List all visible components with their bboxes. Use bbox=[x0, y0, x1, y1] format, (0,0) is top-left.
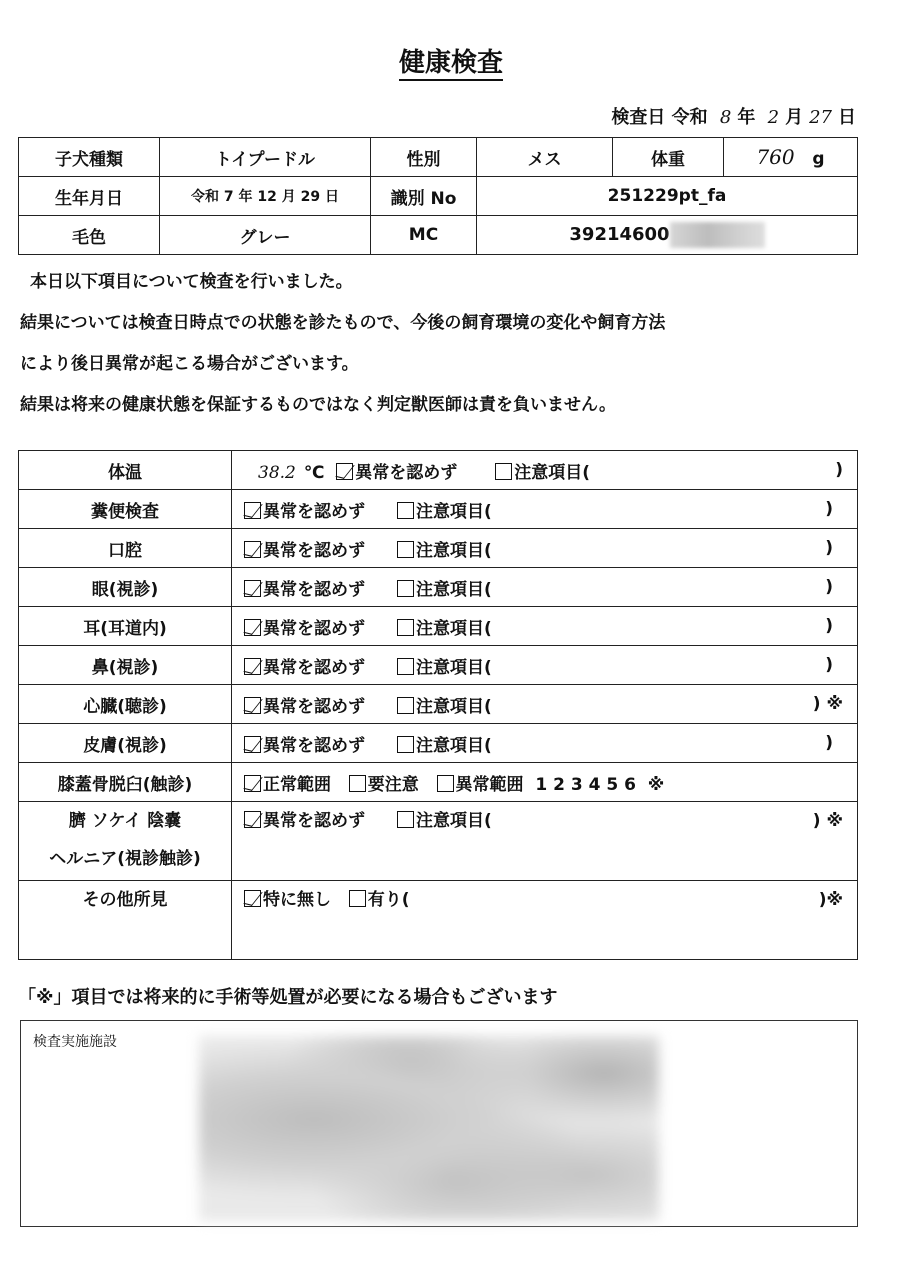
exam-row bbox=[19, 724, 858, 763]
row-label: 耳(耳道内) bbox=[19, 607, 232, 646]
row-label: 皮膚(視診) bbox=[19, 724, 232, 763]
row-label: 眼(視診) bbox=[19, 568, 232, 607]
year-unit: 年 bbox=[737, 107, 756, 128]
checkbox-unchecked[interactable] bbox=[397, 541, 414, 558]
checkbox-unchecked[interactable] bbox=[397, 580, 414, 597]
redacted-blur bbox=[670, 222, 765, 248]
ok-label: 異常を認めず bbox=[355, 462, 458, 483]
exam-date-day: 27 bbox=[809, 107, 832, 128]
temperature-unit: ℃ bbox=[303, 462, 325, 483]
exam-row bbox=[19, 568, 858, 607]
exam-date-era: 令和 bbox=[671, 107, 708, 128]
info-row bbox=[19, 216, 858, 255]
caution-label: 注意項目( bbox=[416, 657, 492, 678]
close-paren: ) bbox=[825, 499, 833, 519]
weight-label: 体重 bbox=[613, 138, 724, 177]
notes bbox=[20, 262, 665, 426]
row-result bbox=[232, 607, 858, 646]
checkbox-checked[interactable] bbox=[244, 580, 261, 597]
exam-date bbox=[611, 103, 856, 129]
row-result bbox=[232, 529, 858, 568]
caution-label: 注意項目( bbox=[416, 696, 492, 717]
caution-label: 要注意 bbox=[367, 774, 419, 795]
row-result bbox=[232, 451, 858, 490]
info-row bbox=[19, 177, 858, 216]
checkbox-checked[interactable] bbox=[244, 658, 261, 675]
facility-label: 検査実施施設 bbox=[33, 1034, 117, 1050]
mc-cell bbox=[477, 216, 858, 255]
checkbox-checked[interactable] bbox=[336, 463, 353, 480]
day-unit: 日 bbox=[838, 107, 856, 128]
caution-label: 注意項目( bbox=[416, 811, 492, 831]
exam-date-year: 8 bbox=[719, 107, 732, 128]
row-result bbox=[232, 646, 858, 685]
exam-row bbox=[19, 607, 858, 646]
present-label: 有り( bbox=[367, 890, 410, 910]
sex-label: 性別 bbox=[371, 138, 477, 177]
row-label: その他所見 bbox=[19, 881, 232, 960]
row-label: 鼻(視診) bbox=[19, 646, 232, 685]
close-paren: ) bbox=[825, 538, 833, 558]
row-label: 膝蓋骨脱臼(触診) bbox=[19, 763, 232, 802]
exam-row bbox=[19, 646, 858, 685]
exam-row bbox=[19, 529, 858, 568]
temperature-value: 38.2 bbox=[258, 462, 296, 483]
color-value: グレー bbox=[160, 216, 371, 255]
weight-cell bbox=[724, 138, 858, 177]
row-result bbox=[232, 881, 858, 960]
abnormal-label: 異常範囲 bbox=[455, 774, 524, 795]
checkbox-unchecked[interactable] bbox=[397, 697, 414, 714]
facility-box bbox=[20, 1020, 858, 1227]
weight-value: 760 bbox=[756, 145, 795, 169]
ok-label: 異常を認めず bbox=[263, 811, 365, 831]
close-paren: ) bbox=[825, 733, 833, 753]
close-paren: ) bbox=[835, 460, 843, 480]
checkbox-unchecked[interactable] bbox=[397, 619, 414, 636]
id-label: 識別 No bbox=[371, 177, 477, 216]
checkbox-unchecked[interactable] bbox=[397, 658, 414, 675]
row-label: 口腔 bbox=[19, 529, 232, 568]
note-line: 結果については検査日時点での状態を診たもので、今後の飼育環境の変化や飼育方法 bbox=[20, 313, 666, 333]
surgery-mark: ※ bbox=[826, 890, 843, 910]
checkbox-checked[interactable] bbox=[244, 736, 261, 753]
checkbox-unchecked[interactable] bbox=[437, 775, 454, 792]
caution-label: 注意項目( bbox=[416, 618, 492, 639]
row-label: 糞便検査 bbox=[19, 490, 232, 529]
dob-value: 令和 7 年 12 月 29 日 bbox=[160, 177, 371, 216]
dob-label: 生年月日 bbox=[19, 177, 160, 216]
caution-label: 注意項目( bbox=[416, 579, 492, 600]
checkbox-checked[interactable] bbox=[244, 541, 261, 558]
document-title bbox=[0, 42, 902, 79]
none-label: 特に無し bbox=[263, 890, 331, 910]
row-result bbox=[232, 685, 858, 724]
grade-options: 1 2 3 4 5 6 bbox=[535, 774, 636, 795]
caution-label: 注意項目( bbox=[416, 501, 492, 522]
checkbox-unchecked[interactable] bbox=[397, 736, 414, 753]
checkbox-unchecked[interactable] bbox=[397, 811, 414, 828]
id-value: 251229pt_fa bbox=[477, 177, 858, 216]
mc-value: 39214600 bbox=[569, 224, 670, 245]
close-paren: ) bbox=[825, 616, 833, 636]
sex-value: メス bbox=[477, 138, 613, 177]
note-line: 本日以下項目について検査を行いました。 bbox=[30, 272, 353, 292]
row-result bbox=[232, 802, 858, 881]
checkbox-unchecked[interactable] bbox=[397, 502, 414, 519]
checkbox-checked[interactable] bbox=[244, 619, 261, 636]
checkbox-checked[interactable] bbox=[244, 890, 261, 907]
title-text: 健康検査 bbox=[399, 48, 503, 81]
color-label: 毛色 bbox=[19, 216, 160, 255]
row-label bbox=[19, 802, 232, 881]
puppy-info-table bbox=[18, 137, 858, 255]
close-paren-mark bbox=[819, 881, 843, 919]
ok-label: 異常を認めず bbox=[263, 540, 365, 561]
exam-row-temperature bbox=[19, 451, 858, 490]
info-row bbox=[19, 138, 858, 177]
checkbox-unchecked[interactable] bbox=[349, 775, 366, 792]
ok-label: 異常を認めず bbox=[263, 579, 365, 600]
exam-table bbox=[18, 450, 858, 960]
ok-label: 異常を認めず bbox=[263, 696, 365, 717]
exam-row-patella bbox=[19, 763, 858, 802]
row-label: 心臓(聴診) bbox=[19, 685, 232, 724]
close-paren: ) bbox=[818, 890, 827, 910]
close-paren-mark bbox=[813, 694, 843, 714]
ok-label: 異常を認めず bbox=[263, 501, 365, 522]
exam-row-other bbox=[19, 881, 858, 960]
note-line: により後日異常が起こる場合がございます。 bbox=[20, 354, 359, 374]
row-result bbox=[232, 763, 858, 802]
exam-date-month: 2 bbox=[767, 107, 780, 128]
close-paren: ) bbox=[812, 811, 821, 831]
mc-label: MC bbox=[371, 216, 477, 255]
weight-unit: g bbox=[812, 149, 825, 169]
redacted-facility-stamp bbox=[199, 1036, 659, 1221]
caution-label: 注意項目( bbox=[514, 462, 590, 483]
breed-label: 子犬種類 bbox=[19, 138, 160, 177]
note-line: 結果は将来の健康状態を保証するものではなく判定獣医師は責を負いません。 bbox=[20, 395, 617, 415]
row-result bbox=[232, 568, 858, 607]
exam-date-label: 検査日 bbox=[611, 107, 666, 128]
label-line: 臍 ソケイ 陰嚢 bbox=[68, 811, 182, 831]
ok-label: 異常を認めず bbox=[263, 618, 365, 639]
close-paren: ) bbox=[825, 655, 833, 675]
ok-label: 異常を認めず bbox=[263, 657, 365, 678]
exam-row bbox=[19, 685, 858, 724]
caution-label: 注意項目( bbox=[416, 735, 492, 756]
row-result bbox=[232, 490, 858, 529]
exam-row bbox=[19, 490, 858, 529]
exam-row-hernia bbox=[19, 802, 858, 881]
checkbox-checked[interactable] bbox=[244, 775, 261, 792]
footnote: 「※」項目では将来的に手術等処置が必要になる場合もございます bbox=[18, 987, 558, 1008]
month-unit: 月 bbox=[785, 107, 804, 128]
row-label: 体温 bbox=[19, 451, 232, 490]
breed-value: トイプードル bbox=[160, 138, 371, 177]
close-paren: ) bbox=[812, 694, 821, 714]
surgery-mark: ※ bbox=[647, 774, 665, 795]
label-line: ヘルニア(視診触診) bbox=[49, 849, 201, 869]
ok-label: 異常を認めず bbox=[263, 735, 365, 756]
surgery-mark: ※ bbox=[826, 694, 843, 714]
row-result bbox=[232, 724, 858, 763]
checkbox-unchecked[interactable] bbox=[349, 890, 366, 907]
close-paren-mark bbox=[813, 802, 843, 840]
surgery-mark: ※ bbox=[826, 811, 843, 831]
normal-label: 正常範囲 bbox=[263, 774, 331, 795]
checkbox-unchecked[interactable] bbox=[495, 463, 512, 480]
checkbox-checked[interactable] bbox=[244, 697, 261, 714]
checkbox-checked[interactable] bbox=[244, 811, 261, 828]
checkbox-checked[interactable] bbox=[244, 502, 261, 519]
close-paren: ) bbox=[825, 577, 833, 597]
caution-label: 注意項目( bbox=[416, 540, 492, 561]
